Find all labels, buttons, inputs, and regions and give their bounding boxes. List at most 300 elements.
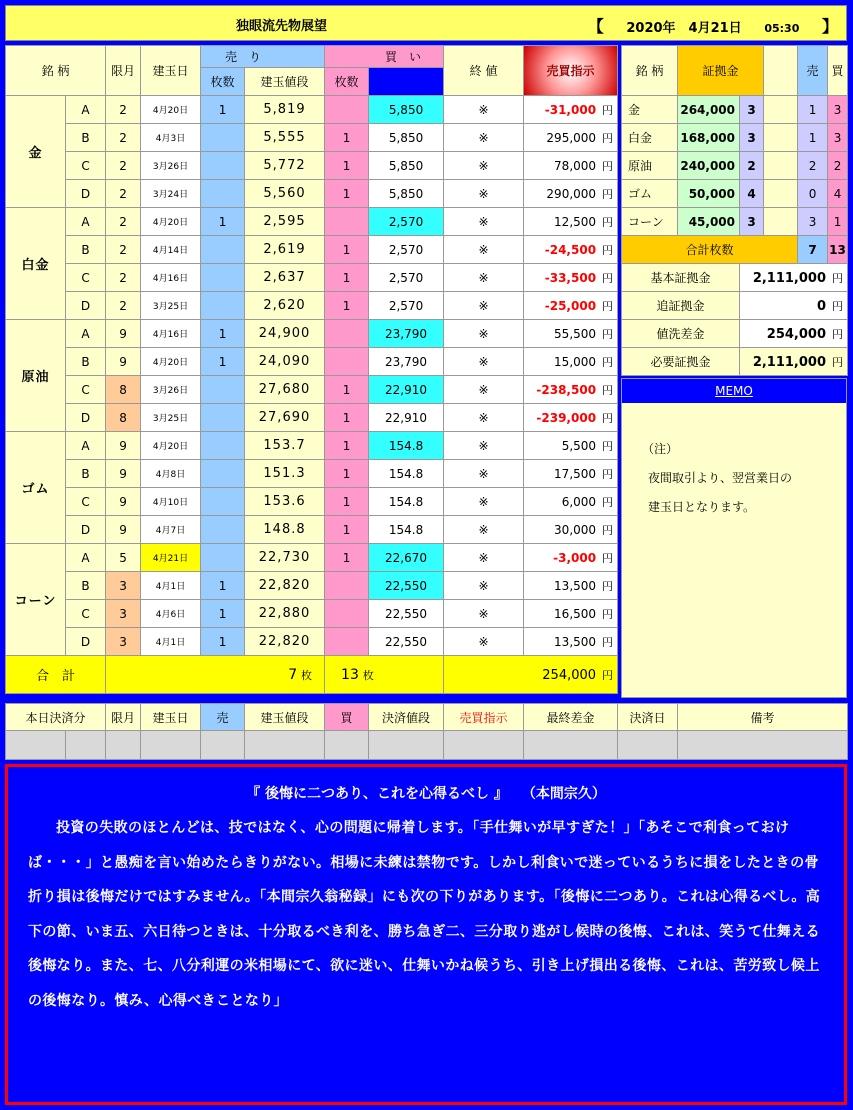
bracket-open: 【 [587,17,604,36]
row-price: 24,090 [245,348,325,376]
row-price: 2,637 [245,264,325,292]
margin-buy: 3 [828,96,848,124]
yen-unit: 円 [602,355,614,369]
row-diff [524,432,618,460]
row-signal: ※ [444,460,524,488]
margin-multiplier: 3 [740,208,764,236]
position-row [6,572,618,600]
col-signal: 売買指示 [524,46,618,96]
row-close: 154.8 [369,488,444,516]
positions-table [5,45,618,694]
row-month: 9 [106,460,141,488]
settle-empty-cell[interactable] [141,731,201,760]
summary-value-cell [740,320,848,348]
yen-unit: 円 [602,299,614,313]
row-key: B [66,236,106,264]
row-date: 4月20日 [141,432,201,460]
row-close: 5,850 [369,152,444,180]
row-date: 4月8日 [141,460,201,488]
row-diff-value: -24,500 [544,242,597,257]
row-close: 22,910 [369,404,444,432]
position-row [6,152,618,180]
row-price: 2,619 [245,236,325,264]
row-diff-value: 295,000 [546,130,597,145]
row-diff [524,628,618,656]
row-key: A [66,96,106,124]
row-buy-qty: 1 [325,488,369,516]
row-price: 22,820 [245,628,325,656]
settle-empty-cell[interactable] [66,731,106,760]
row-close: 5,850 [369,96,444,124]
row-buy-qty: 1 [325,124,369,152]
row-close: 22,670 [369,544,444,572]
margin-amount: 264,000 [678,96,740,124]
margin-sell: 2 [798,152,828,180]
yen-unit: 円 [602,327,614,341]
row-close: 5,850 [369,180,444,208]
row-sell-qty [201,180,245,208]
row-sell-qty: 1 [201,600,245,628]
row-diff [524,180,618,208]
row-signal: ※ [444,600,524,628]
row-buy-qty [325,628,369,656]
row-sell-qty: 1 [201,208,245,236]
row-buy-qty: 1 [325,544,369,572]
position-row [6,96,618,124]
row-signal: ※ [444,152,524,180]
row-diff [524,96,618,124]
row-month: 2 [106,264,141,292]
margin-name: コーン [622,208,678,236]
row-sell-qty [201,488,245,516]
position-row [6,348,618,376]
row-date: 4月16日 [141,320,201,348]
yen-unit: 円 [832,355,844,369]
margin-spacer [764,180,798,208]
row-diff [524,404,618,432]
col-month: 限月 [106,46,141,96]
row-sell-qty [201,236,245,264]
row-close: 22,910 [369,376,444,404]
row-date: 3月24日 [141,180,201,208]
row-close: 2,570 [369,236,444,264]
row-signal: ※ [444,348,524,376]
settle-empty-cell[interactable] [6,731,66,760]
settle-col: 決済値段 [369,704,444,731]
row-close: 22,550 [369,572,444,600]
settle-col: 決済日 [618,704,678,731]
row-key: B [66,124,106,152]
position-row [6,264,618,292]
header-time: 05:30 [764,22,800,35]
settle-col: 最終差金 [524,704,618,731]
row-diff-value: -31,000 [544,102,597,117]
row-sell-qty: 1 [201,320,245,348]
margin-total-buy: 13 [828,236,848,264]
margin-spacer [764,152,798,180]
settle-empty-cell[interactable] [678,731,848,760]
row-date: 3月25日 [141,292,201,320]
summary-value: 0 [816,298,827,314]
row-signal: ※ [444,236,524,264]
yen-unit: 円 [602,579,614,593]
position-row [6,180,618,208]
settle-empty-cell[interactable] [201,731,245,760]
row-buy-qty: 1 [325,180,369,208]
row-date: 3月26日 [141,376,201,404]
row-date: 4月1日 [141,572,201,600]
margin-name: 金 [622,96,678,124]
settle-col: 備考 [678,704,848,731]
row-buy-qty: 1 [325,152,369,180]
row-month: 9 [106,320,141,348]
row-close: 154.8 [369,460,444,488]
yen-unit: 円 [832,299,844,313]
yen-unit: 円 [602,383,614,397]
row-buy-qty [325,600,369,628]
row-key: C [66,152,106,180]
row-month: 3 [106,600,141,628]
row-price: 5,560 [245,180,325,208]
commodity-name: 金 [6,96,66,208]
row-key: C [66,600,106,628]
row-month: 2 [106,180,141,208]
total-buy-cell [325,656,444,694]
margin-col-buy: 買 [828,46,848,96]
margin-name: ゴム [622,180,678,208]
row-date: 4月6日 [141,600,201,628]
row-signal: ※ [444,544,524,572]
row-diff [524,572,618,600]
settle-empty-cell[interactable] [524,731,618,760]
yen-unit: 円 [602,187,614,201]
header-date: 2020年 4月21日 [626,21,742,36]
margin-multiplier: 3 [740,96,764,124]
row-key: A [66,544,106,572]
row-close: 154.8 [369,432,444,460]
summary-value-cell [740,292,848,320]
margin-multiplier: 4 [740,180,764,208]
row-sell-qty [201,432,245,460]
row-buy-qty: 1 [325,432,369,460]
settle-col: 限月 [106,704,141,731]
row-diff [524,320,618,348]
row-price: 153.7 [245,432,325,460]
row-buy-qty: 1 [325,460,369,488]
row-signal: ※ [444,376,524,404]
settle-empty-cell[interactable] [618,731,678,760]
row-key: A [66,320,106,348]
row-buy-qty [325,208,369,236]
margin-sell: 1 [798,96,828,124]
col-sell: 売 り [201,46,325,68]
row-signal: ※ [444,124,524,152]
row-month: 9 [106,348,141,376]
settle-col: 本日決済分 [6,704,106,731]
row-price: 5,819 [245,96,325,124]
row-close: 2,570 [369,264,444,292]
margin-amount: 240,000 [678,152,740,180]
position-row [6,516,618,544]
yen-unit: 円 [602,103,614,117]
row-close: 22,550 [369,600,444,628]
col-name: 銘 柄 [6,46,106,96]
page-title: 独眼流先物展望 [236,19,328,34]
row-close: 2,570 [369,292,444,320]
row-signal: ※ [444,96,524,124]
row-price: 27,680 [245,376,325,404]
row-key: C [66,376,106,404]
row-signal: ※ [444,180,524,208]
row-signal: ※ [444,516,524,544]
row-diff [524,348,618,376]
yen-unit: 円 [602,439,614,453]
settle-empty-cell[interactable] [325,731,369,760]
row-month: 2 [106,152,141,180]
row-month: 2 [106,292,141,320]
row-month: 2 [106,208,141,236]
margin-amount: 50,000 [678,180,740,208]
row-signal: ※ [444,320,524,348]
row-sell-qty: 1 [201,628,245,656]
row-diff-value: 17,500 [554,466,597,481]
total-buy: 13 [341,666,359,683]
margin-sell: 3 [798,208,828,236]
row-date: 3月26日 [141,152,201,180]
row-price: 151.3 [245,460,325,488]
row-month: 9 [106,488,141,516]
yen-unit: 円 [602,243,614,257]
margin-buy: 2 [828,152,848,180]
settlement-table [5,703,848,760]
settle-col: 売買指示 [444,704,524,731]
row-price: 148.8 [245,516,325,544]
memo-header[interactable]: MEMO [622,379,846,403]
row-key: D [66,292,106,320]
settle-col: 建玉値段 [245,704,325,731]
row-date: 4月20日 [141,348,201,376]
row-key: A [66,432,106,460]
memo-line: （注） [642,442,679,456]
row-diff [524,460,618,488]
row-signal: ※ [444,404,524,432]
total-sell-cell [106,656,325,694]
quote-box [5,764,847,1105]
row-sell-qty [201,124,245,152]
margin-total-sell: 7 [798,236,828,264]
row-month: 5 [106,544,141,572]
row-sell-qty [201,460,245,488]
row-signal: ※ [444,432,524,460]
row-date: 4月7日 [141,516,201,544]
row-diff-value: 78,000 [554,158,597,173]
total-sell: 7 [288,666,298,683]
row-diff-value: 5,500 [561,438,597,453]
row-signal: ※ [444,488,524,516]
row-key: D [66,516,106,544]
yen-unit: 円 [602,551,614,565]
position-row [6,292,618,320]
row-diff [524,124,618,152]
summary-label: 値洗差金 [622,320,740,348]
row-key: D [66,628,106,656]
yen-unit: 円 [832,271,844,285]
summary-value-cell [740,264,848,292]
margin-sell: 0 [798,180,828,208]
margin-buy: 3 [828,124,848,152]
summary-value: 2,111,000 [752,270,827,286]
row-sell-qty: 1 [201,96,245,124]
row-diff-value: 12,500 [554,214,597,229]
row-diff-value: -3,000 [553,550,597,565]
row-month: 3 [106,572,141,600]
row-buy-qty: 1 [325,516,369,544]
yen-unit: 円 [602,215,614,229]
margin-multiplier: 3 [740,124,764,152]
col-price: 建玉値段 [245,68,325,96]
row-diff-value: -239,000 [536,410,597,425]
row-month: 2 [106,124,141,152]
row-diff [524,292,618,320]
row-month: 8 [106,376,141,404]
row-diff [524,236,618,264]
margin-spacer [764,124,798,152]
row-key: A [66,208,106,236]
row-sell-qty [201,264,245,292]
row-buy-qty: 1 [325,404,369,432]
row-month: 2 [106,236,141,264]
commodity-name: ゴム [6,432,66,544]
row-date: 4月20日 [141,208,201,236]
col-buy: 買 い [325,46,444,68]
yen-unit: 円 [602,668,614,682]
margin-name: 白金 [622,124,678,152]
settle-empty-cell[interactable] [444,731,524,760]
row-sell-qty: 1 [201,572,245,600]
row-close: 23,790 [369,320,444,348]
row-close: 2,570 [369,208,444,236]
row-diff-value: 15,000 [554,354,597,369]
row-date: 4月10日 [141,488,201,516]
row-diff [524,208,618,236]
row-key: D [66,180,106,208]
row-diff-value: 13,500 [554,578,597,593]
col-close: 終 値 [444,46,524,96]
row-date: 4月16日 [141,264,201,292]
row-diff-value: -25,000 [544,298,597,313]
settle-col: 買 [325,704,369,731]
yen-unit: 円 [602,411,614,425]
row-sell-qty [201,292,245,320]
settle-empty-cell[interactable] [245,731,325,760]
row-diff-value: 290,000 [546,186,597,201]
row-diff [524,376,618,404]
position-row [6,376,618,404]
row-diff [524,264,618,292]
margin-table [621,45,848,376]
row-sell-qty [201,404,245,432]
memo-line: 夜間取引より、翌営業日の [648,471,793,485]
row-close: 22,550 [369,628,444,656]
summary-label: 追証拠金 [622,292,740,320]
row-close: 5,850 [369,124,444,152]
commodity-name: 白金 [6,208,66,320]
row-price: 153.6 [245,488,325,516]
row-month: 8 [106,404,141,432]
row-key: D [66,404,106,432]
row-close: 23,790 [369,348,444,376]
row-price: 24,900 [245,320,325,348]
row-diff-value: 55,500 [554,326,597,341]
row-signal: ※ [444,208,524,236]
row-signal: ※ [444,628,524,656]
row-price: 2,595 [245,208,325,236]
position-row [6,544,618,572]
position-row [6,208,618,236]
margin-buy: 1 [828,208,848,236]
position-row [6,432,618,460]
quote-body: 投資の失敗のほとんどは、技ではなく、心の問題に帰着します。「手仕舞いが早すぎた！」「あそこで利食っておけば・・・」と愚痴を言い始めたらきりがない。相場に未練は禁物です。しかし利食いで迷っているうちに損をしたときの骨折り損は後悔だけではすみません。「本間宗久翁秘録」にも次の下りがあります。「後悔に二つあり。これは心得るべし。高下の節、いま五、六日待つときは、十分取るべき利を、勝ち急ぎ二、三分取り逃がし候時の後悔、これは、笑うて仕舞える後悔なり。また、七、八分利運の米相場にて、欲に迷い、仕舞いかね候うち、引き上げ損出る後悔、これは、苦労致し候上の後悔なり。慎み、心得べきことなり」 [28,820,821,1009]
memo-body [622,403,846,522]
row-price: 5,772 [245,152,325,180]
yen-unit: 円 [602,523,614,537]
row-diff [524,544,618,572]
memo-line: 建玉日となります。 [648,500,756,514]
commodity-name: コーン [6,544,66,656]
row-sell-qty [201,516,245,544]
row-signal: ※ [444,264,524,292]
margin-col-name: 銘 柄 [622,46,678,96]
memo-panel [621,378,847,698]
row-signal: ※ [444,572,524,600]
margin-multiplier: 2 [740,152,764,180]
row-diff-value: 16,500 [554,606,597,621]
yen-unit: 円 [602,607,614,621]
row-price: 2,620 [245,292,325,320]
row-diff-value: 6,000 [561,494,597,509]
settle-empty-cell[interactable] [106,731,141,760]
margin-col-sell: 売 [798,46,828,96]
row-price: 27,690 [245,404,325,432]
total-value-cell [444,656,618,694]
row-diff [524,600,618,628]
total-buy-unit: 枚 [362,668,374,682]
yen-unit: 円 [602,635,614,649]
margin-amount: 45,000 [678,208,740,236]
row-buy-qty: 1 [325,264,369,292]
row-close: 154.8 [369,516,444,544]
row-month: 9 [106,516,141,544]
summary-value-cell [740,348,848,376]
margin-spacer [764,96,798,124]
row-signal: ※ [444,292,524,320]
yen-unit: 円 [832,327,844,341]
row-buy-qty [325,320,369,348]
header-bar [5,5,847,41]
col-buy-qty: 枚数 [325,68,369,96]
row-diff [524,488,618,516]
settle-empty-cell[interactable] [369,731,444,760]
margin-sell: 1 [798,124,828,152]
row-buy-qty [325,572,369,600]
row-buy-qty: 1 [325,292,369,320]
margin-amount: 168,000 [678,124,740,152]
position-row [6,600,618,628]
margin-spacer [764,208,798,236]
row-key: B [66,460,106,488]
row-price: 22,730 [245,544,325,572]
margin-buy: 4 [828,180,848,208]
